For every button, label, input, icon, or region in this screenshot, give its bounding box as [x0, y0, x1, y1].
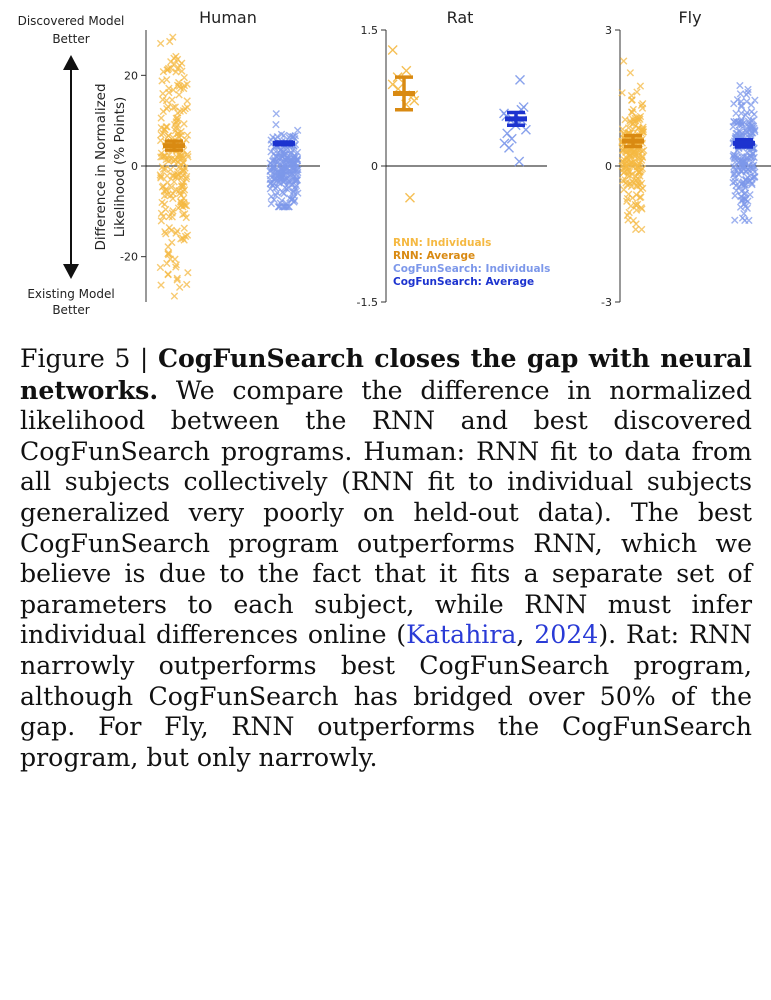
data-point: [160, 90, 166, 96]
data-point: [731, 101, 737, 107]
data-point: [268, 200, 274, 206]
data-point: [169, 97, 175, 103]
y-tick-label: 20: [124, 69, 138, 83]
data-point: [402, 66, 411, 75]
data-point: [637, 83, 643, 89]
data-point: [170, 34, 176, 40]
data-point: [620, 58, 626, 64]
panel-human: [120, 8, 320, 302]
caption-text-2: ). Rat: RNN narrowly outperforms best CogFunSearch program, although CogFunSearch has bridged over 50% of the gap. For Fly, RNN outperforms the CogFunSearch program, but only narrowly.: [20, 620, 752, 772]
data-point: [628, 109, 634, 115]
data-point: [638, 187, 644, 193]
data-point: [405, 193, 414, 202]
data-point: [627, 70, 633, 76]
side-label-bottom-2: Better: [52, 303, 90, 317]
cfs-individual-points: [730, 82, 758, 223]
data-point: [732, 217, 738, 223]
data-point: [744, 98, 750, 104]
data-point: [388, 45, 397, 54]
data-point: [158, 115, 164, 121]
data-point: [167, 38, 173, 44]
data-point: [158, 282, 164, 288]
side-label-top-1: Discovered Model: [17, 14, 125, 28]
data-point: [157, 40, 163, 46]
data-point: [732, 193, 738, 199]
legend-entry: RNN: Individuals: [393, 237, 492, 249]
y-axis-label-line-1: Difference in Normalized: [93, 83, 109, 251]
y-tick-label: 1.5: [360, 24, 378, 37]
panel-title: Fly: [678, 8, 702, 27]
data-point: [629, 195, 635, 201]
data-point: [177, 62, 183, 68]
data-point: [159, 199, 165, 205]
citation-year-link[interactable]: 2024: [534, 620, 599, 650]
y-tick-label: 0: [371, 160, 378, 173]
rnn-average-marker: [163, 141, 185, 150]
data-point: [176, 284, 182, 290]
cfs-individual-points: [267, 111, 301, 210]
data-point: [505, 143, 514, 152]
rnn-average-marker: [622, 136, 644, 147]
rnn-individual-points: [157, 34, 191, 299]
double-arrow-icon: [63, 55, 79, 279]
caption-text-1: We compare the difference in normalized likelihood between the RNN and best discovered CogFunSearch programs. Human: RNN fit to data from all subjects collectively (RNN fit to individual subjects generalized very poorly on held-out data). The best CogFunSearch program outperforms RNN, which we believe is due to the fact that it fits a separate set of parameters to each subject, while RNN must infer individual differences online (: [20, 375, 752, 650]
data-point: [165, 244, 171, 250]
data-point: [159, 78, 165, 84]
legend-entry: CogFunSearch: Average: [393, 276, 535, 288]
data-point: [752, 97, 758, 103]
y-tick-label: -3: [601, 296, 612, 309]
data-point: [515, 75, 524, 84]
legend-entry: RNN: Average: [393, 250, 476, 262]
figure-caption: [20, 343, 752, 773]
data-point: [519, 103, 528, 112]
data-point: [165, 271, 171, 277]
caption-label: Figure 5 |: [20, 344, 158, 373]
data-point: [737, 82, 743, 88]
data-point: [273, 121, 279, 127]
cfs-average-marker: [733, 140, 755, 147]
data-point: [171, 293, 177, 299]
caption-bold-title: CogFunSearch closes the gap with neural networks.: [20, 343, 752, 405]
data-point: [174, 228, 180, 234]
side-label-bottom-1: Existing Model: [27, 287, 115, 301]
y-tick-label: -1.5: [356, 296, 378, 309]
panel-title: Rat: [446, 8, 474, 27]
side-label-top-2: Better: [52, 32, 90, 46]
data-point: [737, 91, 743, 97]
data-point: [157, 264, 163, 270]
data-point: [622, 116, 628, 122]
data-point: [638, 226, 644, 232]
citation-author-link[interactable]: Katahira: [406, 620, 517, 650]
data-point: [164, 76, 170, 82]
data-point: [184, 281, 190, 287]
panel-title: Human: [199, 8, 257, 27]
figure-5-chart: [0, 0, 771, 330]
data-point: [162, 206, 168, 212]
data-point: [634, 89, 640, 95]
panel-fly: [601, 8, 771, 309]
citation-separator: ,: [516, 620, 535, 650]
data-point: [630, 217, 636, 223]
data-point: [628, 92, 634, 98]
data-point: [165, 103, 171, 109]
data-point: [751, 111, 757, 117]
data-point: [181, 121, 187, 127]
y-tick-label: 0: [131, 160, 138, 173]
data-point: [515, 157, 524, 166]
y-tick-label: -20: [120, 250, 138, 264]
data-point: [185, 269, 191, 275]
rnn-average-marker: [393, 77, 415, 110]
data-point: [746, 217, 752, 223]
data-point: [281, 132, 287, 138]
rnn-individual-points: [388, 45, 419, 202]
data-point: [184, 98, 190, 104]
data-point: [273, 111, 279, 117]
cfs-average-marker: [273, 142, 295, 145]
y-tick-label: 0: [605, 160, 612, 173]
data-point: [737, 204, 743, 210]
data-point: [748, 102, 754, 108]
data-point: [268, 193, 274, 199]
chart-legend: [393, 237, 550, 288]
data-point: [181, 225, 187, 231]
legend-entry: CogFunSearch: Individuals: [393, 263, 551, 275]
y-tick-label: 3: [605, 24, 612, 37]
y-axis-label-line-2: Likelihood (% Points): [112, 96, 128, 238]
data-point: [388, 80, 397, 89]
